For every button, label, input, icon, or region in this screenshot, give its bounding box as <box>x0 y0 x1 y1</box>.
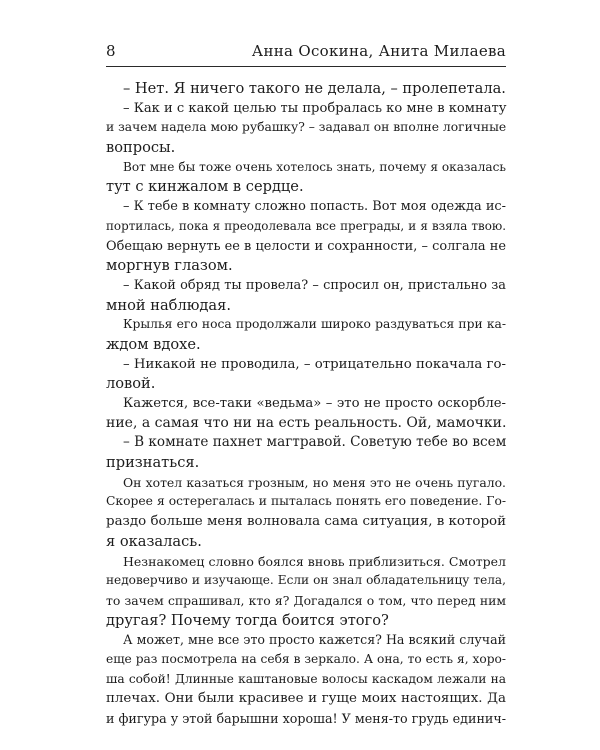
body-text <box>106 79 506 729</box>
text-line: ждом вдохе. <box>106 335 201 353</box>
text-line: моргнув глазом. <box>106 257 233 275</box>
running-head: Анна Осокина, Анита Милаева <box>251 42 506 60</box>
text-line: и фигура у этой барышни хороша! У меня-то грудь единич- <box>106 711 507 726</box>
text-line: вопросы. <box>106 139 176 157</box>
text-line: тут с кинжалом в сердце. <box>106 178 304 196</box>
text-line: ние, а самая что ни на есть реальность. Ой, мамочки. <box>106 414 507 431</box>
paragraph <box>106 276 506 315</box>
page-number: 8 <box>106 42 116 60</box>
text-line: признаться. <box>106 454 200 472</box>
text-line: – Нет. Я ничего такого не делала, – пролепетала. <box>123 80 506 97</box>
paragraph <box>106 79 506 99</box>
text-line: и зачем надела мою рубашку? – задавал он вполне логичные <box>106 120 507 135</box>
text-line: портилась, пока я преодолевала все преграды, и я взяла твою. <box>106 218 506 233</box>
text-line: я оказалась. <box>106 532 202 550</box>
text-line: Кажется, все-таки «ведьма» – это не просто оскорбле- <box>123 396 506 411</box>
paragraph <box>106 473 506 552</box>
header-rule <box>106 66 506 67</box>
paragraph <box>106 630 506 728</box>
paragraph <box>106 99 506 158</box>
text-line: А может, мне все это просто кажется? На всякий случай <box>123 632 506 648</box>
text-line: Обещаю вернуть ее в целости и сохранности, – солгала не <box>106 238 506 254</box>
paragraph <box>106 197 506 276</box>
text-line: – В комнате пахнет магтравой. Советую тебе во всем <box>123 434 507 451</box>
text-line: Крылья его носа продолжали широко раздуваться при ка- <box>123 317 506 332</box>
paragraph <box>106 552 506 631</box>
text-line: Он хотел казаться грозным, но меня это не очень пугало. <box>123 474 506 490</box>
text-line: – Какой обряд ты провела? – спросил он, пристально за <box>123 277 506 293</box>
page-header <box>106 42 506 64</box>
text-line: то зачем спрашивал, кто я? Догадался о том, что перед ним <box>106 592 506 608</box>
paragraph <box>106 158 506 197</box>
text-line: другая? Почему тогда боится этого? <box>106 611 389 629</box>
paragraph <box>106 394 506 433</box>
paragraph <box>106 315 506 354</box>
text-line: – Как и с какой целью ты пробралась ко мне в комнату <box>123 100 507 116</box>
text-line: еще раз посмотрела на себя в зеркало. А она, то есть я, хоро- <box>106 651 506 666</box>
paragraph <box>106 433 506 472</box>
paragraph <box>106 355 506 394</box>
text-line: плечах. Они были красивее и гуще моих настоящих. Да <box>106 691 506 707</box>
text-line: недоверчиво и изучающе. Если он знал обладательницу тела, <box>106 573 506 588</box>
text-line: ловой. <box>106 375 156 393</box>
text-line: Незнакомец словно боялся вновь приблизиться. Смотрел <box>123 553 506 569</box>
text-line: ша собой! Длинные каштановые волосы каскадом лежали на <box>106 671 506 686</box>
text-line: Вот мне бы тоже очень хотелось знать, почему я оказалась <box>123 159 506 174</box>
text-line: – К тебе в комнату сложно попасть. Вот моя одежда ис- <box>123 199 506 215</box>
text-line: – Никакой не проводила, – отрицательно покачала го- <box>123 356 506 372</box>
text-line: Скорее я остерегалась и пыталась понять его поведение. Го- <box>106 494 506 509</box>
text-line: мной наблюдая. <box>106 296 231 314</box>
text-line: раздо больше меня волновала сама ситуация, в которой <box>106 514 506 530</box>
